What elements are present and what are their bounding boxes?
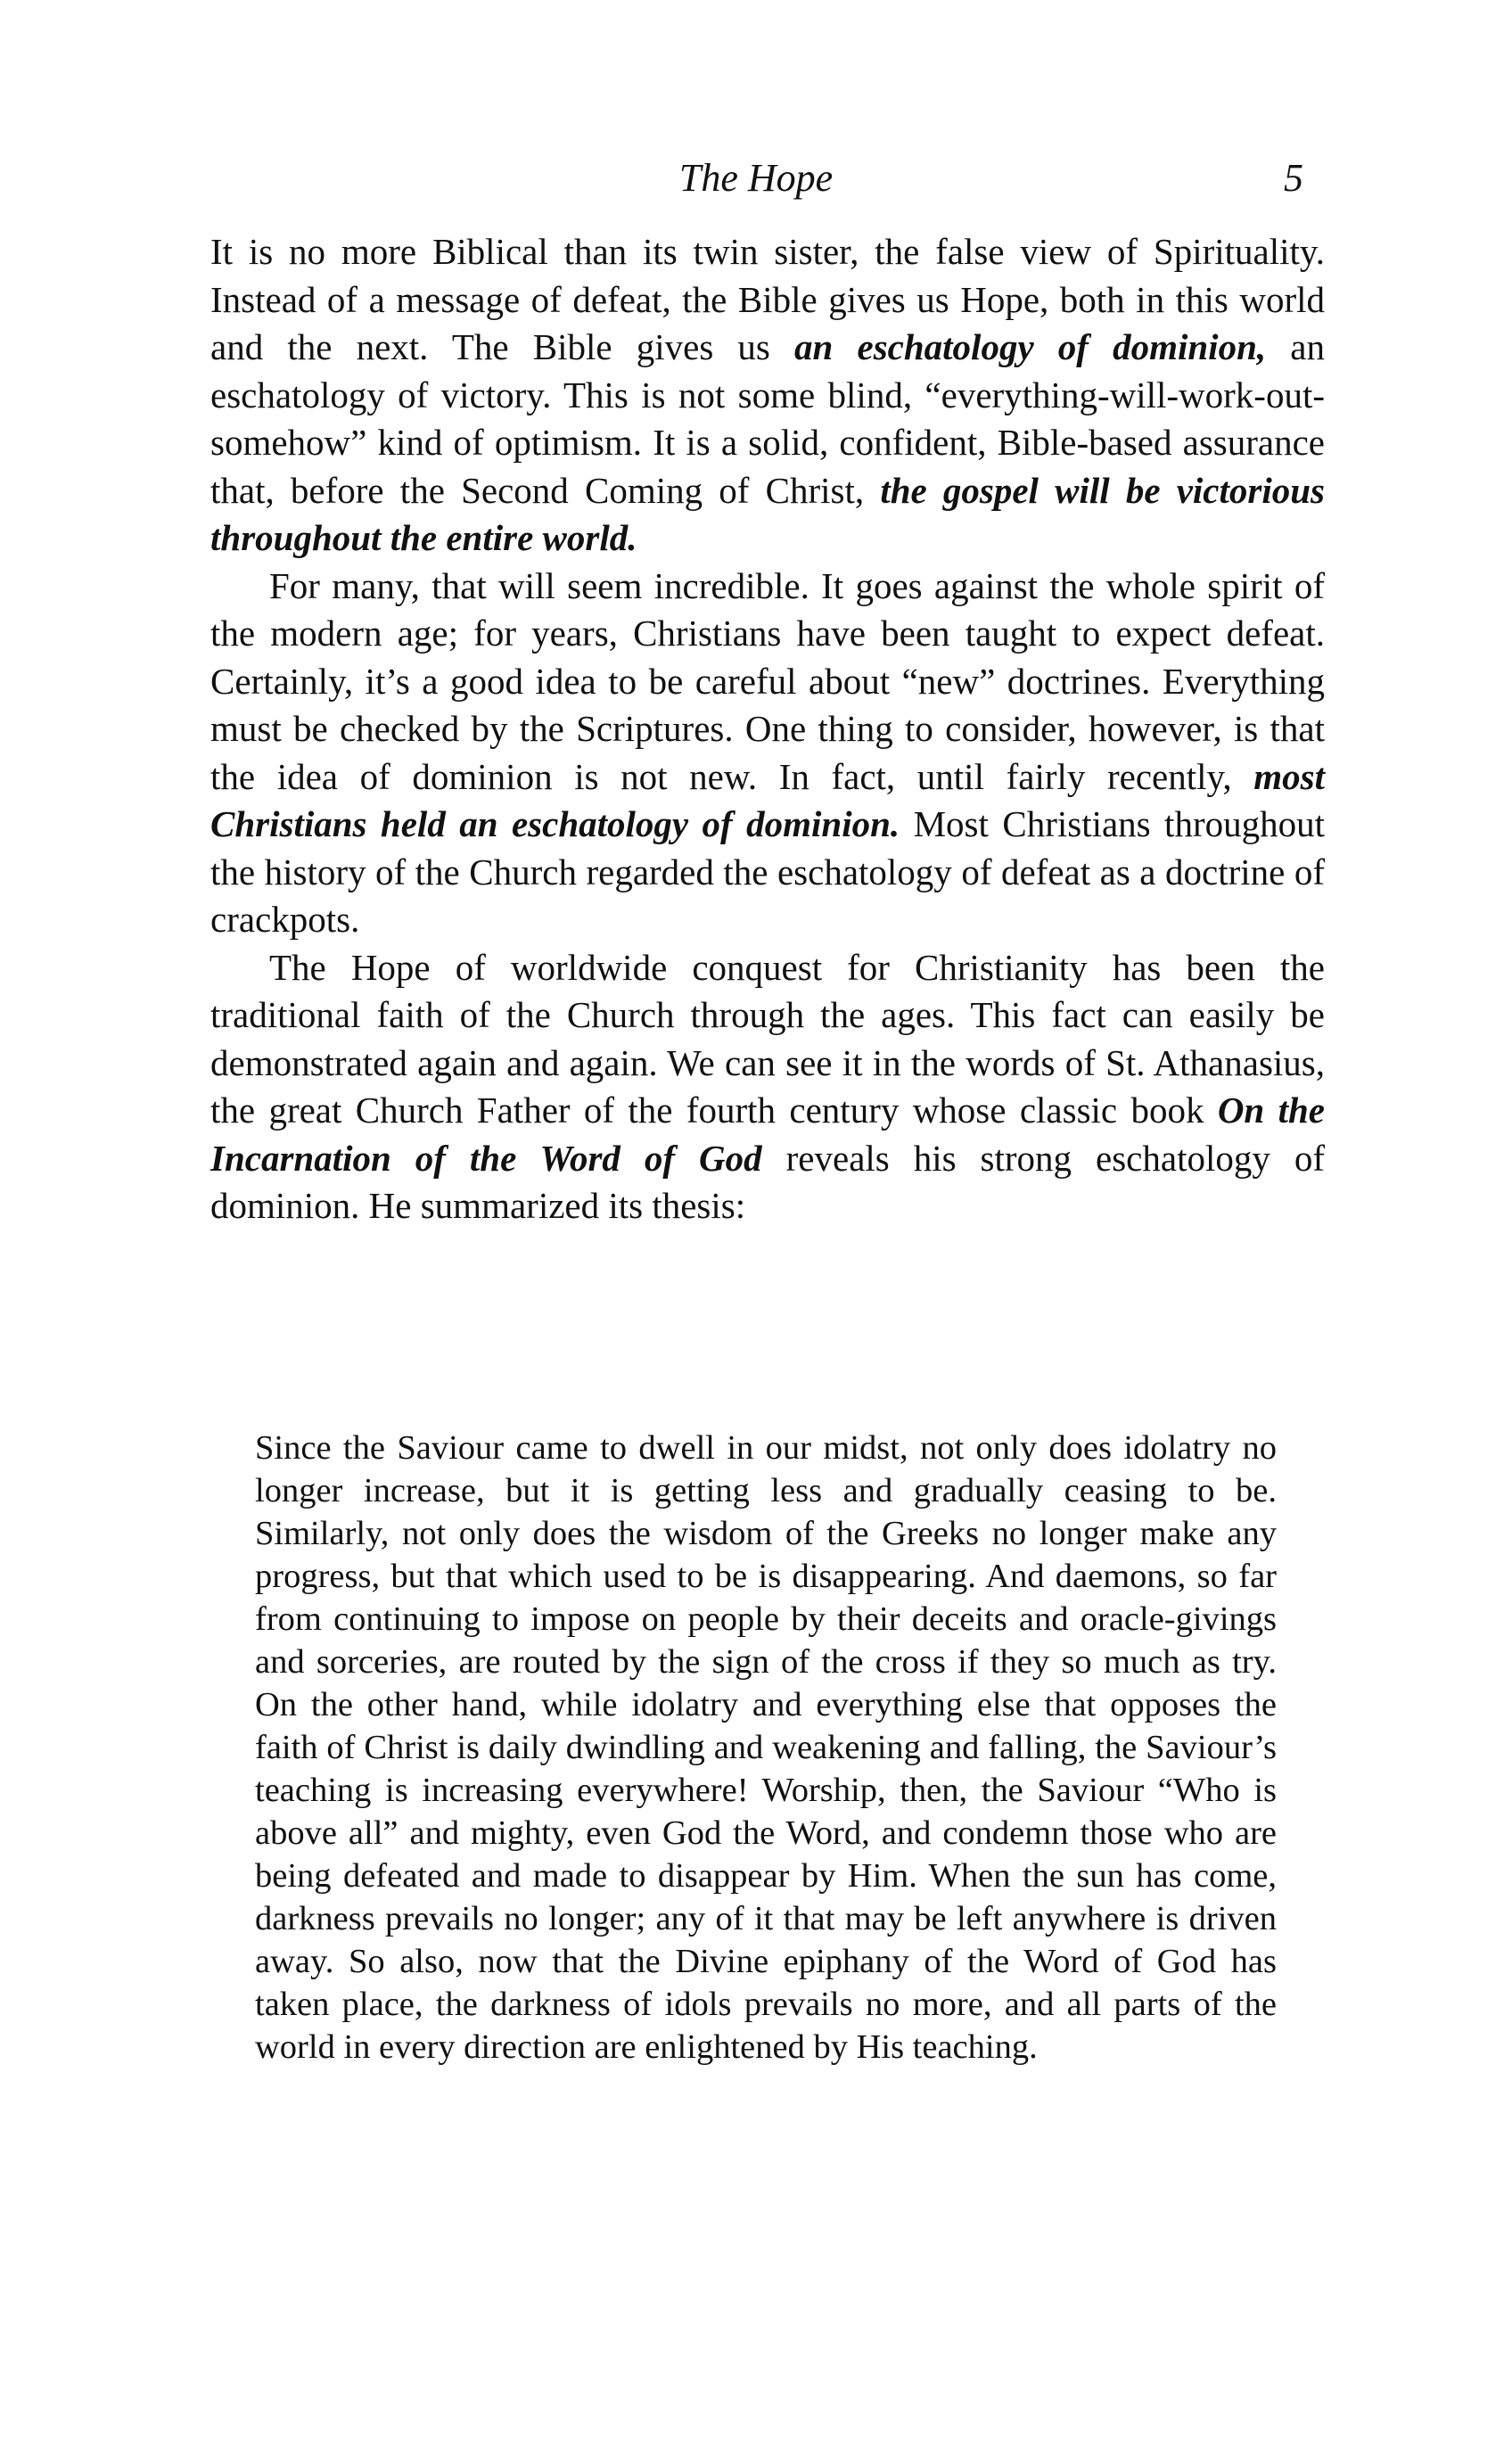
running-header	[0, 152, 1512, 205]
paragraph-2	[210, 563, 1325, 944]
paragraph-1-text-2: an eschatology of victory. This is not some blind, “everything-will-work-out-somehow” kind of optimism. It is a solid, confident, Bible-based assurance that, before the Second Coming of Christ,	[210, 326, 1325, 511]
block-quote-text: Since the Saviour came to dwell in our midst, not only does idolatry no longer increase, but it is getting less and gradually ceasing to be. Similarly, not only does the wisdom of the Greeks no longer make any progress, but that which used to be is disappearing. And daemons, so far from continuing to impose on people by their deceits and oracle-givings and sorceries, are routed by the sign of the cross if they so much as try. On the other hand, while idolatry and everything else that opposes the faith of Christ is daily dwindling and weakening and falling, the Saviour’s teaching is increasing everywhere! Worship, then, the Saviour “Who is above all” and mighty, even God the Word, and condemn those who are being defeated and made to disappear by Him. When the sun has come, darkness prevails no longer; any of it that may be left anywhere is driven away. So also, now that the Divine epiphany of the Word of God has taken place, the darkness of idols prevails no more, and all parts of the world in every direction are enlightened by His teaching.	[255, 1429, 1277, 2066]
paragraph-3	[210, 944, 1325, 1230]
page-number: 5	[1284, 156, 1303, 200]
paragraph-2-text-1: For many, that will seem incredible. It goes against the whole spirit of the modern age; for years, Christians have been taught to expect defeat. Certainly, it’s a good idea to be careful about “new” doctrines. Everything must be checked by the Scriptures. One thing to consider, however, is that the idea of dominion is not new. In fact, until fairly recently,	[210, 564, 1325, 797]
paragraph-1	[210, 228, 1325, 563]
running-title: The Hope	[678, 156, 834, 200]
paragraph-3-text-2: reveals his strong eschatology of dominion. He summarized its thesis:	[210, 1137, 1325, 1226]
block-quote	[255, 1427, 1277, 2068]
body-text	[210, 228, 1325, 1230]
paragraph-2-emphasis-1: most Christians held an eschatology of dominion.	[210, 755, 1325, 844]
paragraph-1-emphasis-2: the gospel will be victorious throughout the entire world.	[210, 469, 1325, 558]
paragraph-2-text-2: Most Christians throughout the history of the Church regarded the eschatology of defeat as a doctrine of crackpots.	[210, 803, 1325, 940]
paragraph-1-emphasis-1: an eschatology of dominion,	[794, 326, 1267, 367]
paragraph-1-text-1: It is no more Biblical than its twin sister, the false view of Spirituality. Instead of a message of defeat, the Bible gives us Hope, both in this world and the next. The Bible gives us	[210, 231, 1325, 367]
paragraph-3-text-1: The Hope of worldwide conquest for Christianity has been the traditional faith of the Church through the ages. This fact can easily be demonstrated again and again. We can see it in the words of St. Athanasius, the great Church Father of the fourth century whose classic book	[210, 946, 1325, 1131]
paragraph-3-emphasis-1: On the Incarnation of the Word of God	[210, 1090, 1325, 1179]
